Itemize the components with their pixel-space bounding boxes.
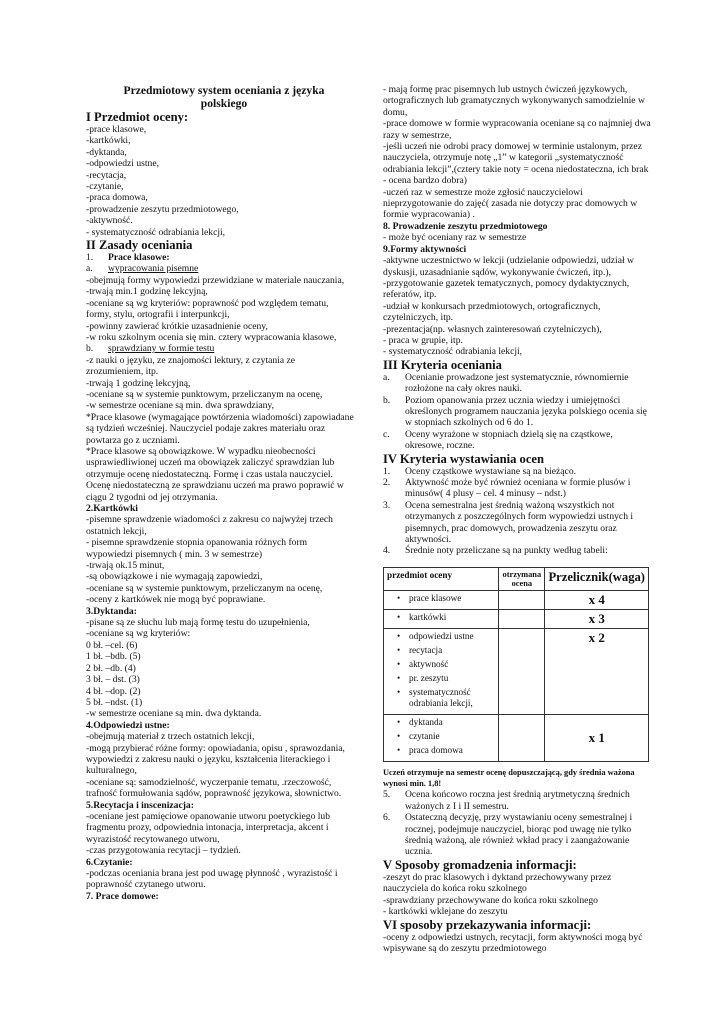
paragraph: -oceny z kartkówek nie mogą być poprawiane. [86,594,266,606]
list-item: • pr. zeszytu [387,673,495,684]
subsection-heading: 9.Formy aktywności [383,243,467,255]
paragraph: -czas przygotowania recytacji – tydzień. [86,845,241,857]
paragraph: -podczas oceniania brana jest pod uwagę płynność , wyrazistość i poprawność czytanego utworu. [86,868,338,891]
grade-row: 3 bł. – dst. (3) [86,674,140,686]
weights-table [383,567,649,762]
list-item: • systematyczność odrabiania lekcji, [387,687,495,709]
numbered-item: 3. Ocena semestralna jest średnią ważoną wszystkich not otrzymanych z poszczególnych form wypowiedzi ustnych i pisemnych, prac domowych, prowadzenia zeszytu oraz aktywności. [383,499,634,546]
paragraph: -w roku szkolnym ocenia się min. cztery wypracowania klasowe, [86,331,337,343]
grade-cell [499,628,545,714]
paragraph: -w semestrze oceniane są min. dwa sprawdziany, [86,400,274,412]
paragraph: - może być oceniany raz w semestrze [383,232,527,244]
list-item: • kartkówki [387,612,495,623]
paragraph: -obejmują materiał z trzech ostatnich lekcji, [86,731,255,743]
list-item: -dyktanda, [86,146,127,158]
table-row [384,590,649,609]
paragraph: -mogą przybierać różne formy: opowiadania, opisu , sprawozdania, wypowiedzi z zakresu nauki o języku, kształcenia literackiego i kulturalnego, [86,742,345,777]
list-item: • recytacja [387,645,495,656]
numbered-item: 5. Ocena końcowo roczna jest średnią arytmetyczną średnich ważonych z I i II semestru. [383,789,630,812]
paragraph: - kartkówki wklejane do zeszytu [383,906,508,918]
paragraph: -aktywne uczestnictwo w lekcji (udzielanie odpowiedzi, udział w dyskusji, uzasadnianie sądów, wykonywanie ćwiczeń, itp.), [383,255,634,278]
paragraph: -trwają min.1 godzinę lekcyjną, [86,286,208,298]
left-column [86,0,354,902]
table-row [384,609,649,628]
lettered-item: a. wypracowania pisemne [86,263,199,275]
list-item: • praca domowa [387,745,495,756]
table-header-weight: Przelicznik(waga) [545,567,649,590]
grade-cell [499,714,545,761]
paragraph: -prace domowe w formie wypracowania oceniane są co najmniej dwa razy w semestrze, [383,118,651,141]
list-item: • aktywność [387,659,495,670]
numbered-item: 1. Oceny cząstkowe wystawiane są na bieżąco. [383,465,577,477]
paragraph: -jeśli uczeń nie odrobi pracy domowej w terminie ustalonym, przez nauczyciela, otrzymuje notę „1” w kategorii „systematyczność odrabiania lekcji”,(cztery takie noty = ocena niedostateczna, ich brak - ocena bardzo dobra) [383,141,649,187]
paragraph: -uczeń raz w semestrze może zgłosić nauczycielowi nieprzygotowanie do zajęć( zasada nie dotyczy prac domowych w formie wypracowania) . [383,186,638,221]
list-item: • czytanie [387,731,495,742]
paragraph: -sprawdziany przechowywane do końca roku szkolnego [383,894,598,906]
lettered-item: a. Ocenianie prowadzone jest systematycznie, równomiernie rozłożone na cały okres nauki. [383,371,629,395]
document-title: Przedmiotowy system oceniania z języka polskiego [123,84,325,110]
list-item: • dyktanda [387,717,495,728]
weight-cell: x 1 [545,714,649,761]
paragraph: - praca w grupie, itp. [383,334,463,346]
weight-cell: x 3 [545,609,649,628]
paragraph: -pisane są ze słuchu lub mają formę testu do uzupełnienia, [86,617,310,629]
subsection-heading: 3.Dyktanda: [86,605,137,617]
grade-cell [499,609,545,628]
paragraph: -trwają 1 godzinę lekcyjną, [86,377,191,389]
subsection-heading: 8. Prowadzenie zeszytu przedmiotowego [383,220,548,232]
list-item: -prowadzenie zeszytu przedmiotowego, [86,203,239,215]
paragraph: *Prace klasowe (wymagające powtórzenia wiadomości) zapowiadane są tydzień wcześniej. Nauczyciel podaje zakres materiału oraz powtarza go z uczniami. [86,411,354,446]
list-item: -praca domowa, [86,192,148,204]
subsection-heading: 5.Recytacja i inscenizacja: [86,799,194,811]
subsection-heading: 4.Odpowiedzi ustne: [86,719,170,731]
note-text: Uczeń otrzymuje na semestr ocenę dopuszczającą, gdy średnia ważona wynosi min. 1,8! [383,767,635,788]
paragraph: - systematyczność odrabiania lekcji, [383,346,523,358]
lettered-item: b. Poziom opanowania przez ucznia wiedzy i umiejętności określonych programem nauczania języka polskiego ocenia się w stopniach szkolnych od 6 do 1. [383,394,647,429]
paragraph: -oceniane są wg kryteriów: poprawność pod względem tematu, formy, stylu, ortografii i interpunkcji, [86,297,329,321]
section-heading: VI sposoby przekazywania informacji: [383,917,592,932]
paragraph: - pisemne sprawdzenie stopnia opanowania różnych form wypowiedzi pisemnych ( min. 3 w semestrze) [86,537,308,560]
section-heading: IV Kryteria wystawiania ocen [383,451,545,466]
paragraph: -oceniane są w systemie punktowym, przeliczanym na ocenę, [86,582,323,594]
grade-row: 1 bł. –bdb. (5) [86,651,141,663]
numbered-item: 6. Ostateczną decyzję, przy wystawianiu oceny semestralnej i rocznej, podejmuje nauczyciel, biorąc pod uwagę nie tylko średnią ważoną, ale również wkład pracy i zaangażowanie ucznia. [383,812,633,858]
grade-cell [499,590,545,609]
section-heading: V Sposoby gromadzenia informacji: [383,857,577,872]
numbered-item: 2. Aktywność może być również oceniana w formie plusów i minusów( 4 plusy – cel. 4 minusy – ndst.) [383,477,631,500]
paragraph: -trwają ok.15 minut, [86,560,165,572]
numbered-item: 4. Średnie noty przeliczane są na punkty według tabeli: [383,545,608,557]
lettered-item: b. sprawdziany w formie testu [86,343,215,355]
list-item: -recytacja, [86,169,127,181]
paragraph: -oceny z odpowiedzi ustnych, recytacji, form aktywności mogą być wpisywane są do zeszytu przedmiotowego [383,931,643,954]
section-heading: I Przedmiot oceny: [86,110,189,124]
grade-row: 0 bł. –cel. (6) [86,639,138,651]
paragraph: -oceniane są wg kryteriów: [86,628,191,640]
table-row [384,714,649,761]
list-item: -odpowiedzi ustne, [86,158,160,170]
paragraph: -powinny zawierać krótkie uzasadnienie oceny, [86,320,268,332]
table-header-grade: otrzymana ocena [499,567,545,590]
lettered-item: c. Oceny wyrażone w stopniach dzielą się na cząstkowe, okresowe, roczne. [383,428,613,452]
paragraph: -oceniane jest pamięciowe opanowanie utworu poetyckiego lub fragmentu prozy, odpowiednia intonacja, interpretacja, akcent i wyrazistość recytowanego utworu, [86,810,331,845]
subject-list [86,124,354,238]
grade-row: 5 bł. –ndst. (1) [86,696,143,708]
table-row [384,628,649,714]
list-item: -prace klasowe, [86,124,147,135]
paragraph: -udział w konkursach przedmiotowych, ortograficznych, czytelniczych, itp. [383,300,601,324]
subsection-heading: 7. Prace domowe: [86,890,159,902]
right-column [383,0,653,954]
list-item: • odpowiedzi ustne [387,631,495,642]
section-heading: II Zasady oceniania [86,238,193,253]
paragraph: -obejmują formy wypowiedzi przewidziane w materiale nauczania, [86,274,345,286]
paragraph: *Prace klasowe są obowiązkowe. W wypadku nieobecności usprawiedliwionej uczeń ma obowiązek zaliczyć sprawdzian lub otrzymuje ocenę niedostateczną. Formę i czas ustala nauczyciel. Ocenę niedostateczną ze sprawdzianu uczeń ma prawo poprawić w ciągu 2 tygodni od jej otrzymania. [86,445,344,503]
paragraph: -pisemne sprawdzenie wiadomości z zakresu co najwyżej trzech ostatnich lekcji, [86,514,333,537]
paragraph: -zeszyt do prac klasowych i dyktand przechowywany przez nauczyciela do końca roku szkolnego [383,871,612,895]
paragraph: -w semestrze oceniane są min. dwa dyktanda. [86,708,262,720]
subsection-heading: 6.Czytanie: [86,856,133,868]
paragraph: -z nauki o języku, ze znajomości lektury, z czytania ze zrozumieniem, itp. [86,354,296,378]
section-heading: III Kryteria oceniania [383,357,502,372]
paragraph: -przygotowanie gazetek tematycznych, pomocy dydaktycznych, referatów, itp. [383,277,630,301]
list-item: -czytanie, [86,181,124,193]
paragraph: - mają formę prac pisemnych lub ustnych ćwiczeń językowych, ortograficznych lub gramatycznych wykonywanych samodzielnie w domu, [383,84,645,118]
list-item: • prace klasowe [387,593,495,604]
paragraph: -prezentacja(np. własnych zainteresowań czytelniczych), [383,323,602,335]
numbered-item: 1. Prace klasowe: [86,252,170,264]
list-item: -aktywność. [86,215,133,227]
paragraph: -oceniane są w systemie punktowym, przeliczanym na ocenę, [86,388,323,400]
table-header-row [384,567,649,590]
list-item: - systematyczność odrabiania lekcji, [86,226,226,238]
paragraph: -oceniane są: samodzielność, wyczerpanie tematu, .rzeczowość, trafność formułowania sądów, poprawność językowa, słownictwo. [86,776,342,800]
list-item: -kartkówki, [86,135,131,147]
weight-cell: x 4 [545,590,649,609]
paragraph: -są obowiązkowe i nie wymagają zapowiedzi, [86,571,263,583]
subsection-heading: 2.Kartkówki [86,503,138,514]
weight-cell: x 2 [545,628,649,714]
grade-row: 4 bł. –dop. (2) [86,685,141,697]
table-header-subject: przedmiot oceny [384,567,499,590]
grade-row: 2 bł. –db. (4) [86,662,136,674]
